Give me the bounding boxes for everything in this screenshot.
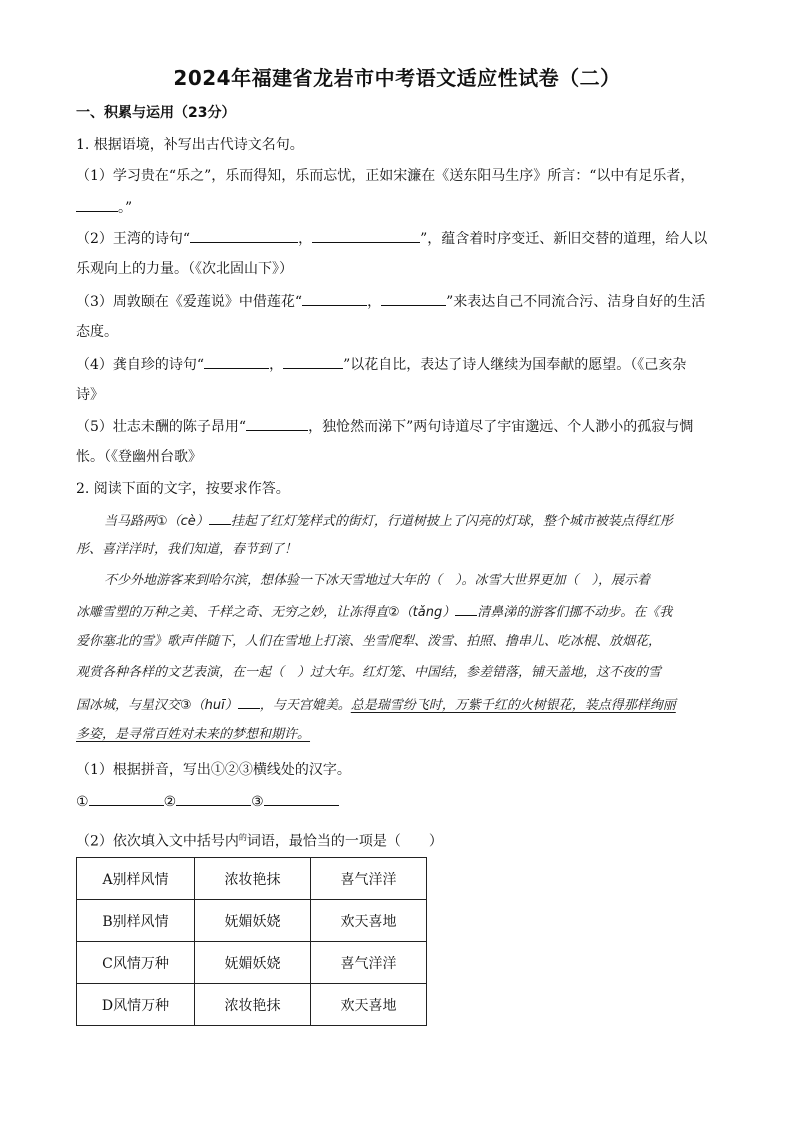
q1-item1-line2 xyxy=(76,197,132,218)
q1-item3-line1 xyxy=(76,291,705,312)
q1-item3-line2: 态度。 xyxy=(76,324,118,340)
passage-text: 冰雕雪塑的万种之美、千样之奇、无穷之妙，让冻得直②（tǎng） xyxy=(76,605,456,620)
answer-blank[interactable] xyxy=(246,416,308,431)
option-row[interactable] xyxy=(77,942,427,984)
option-cell: 欢天喜地 xyxy=(311,984,427,1026)
option-row[interactable] xyxy=(77,900,427,942)
passage-text: 国冰城，与星汉交③（huī） xyxy=(76,698,238,713)
q1-item4-line2: 诗》 xyxy=(76,387,104,403)
question-1-stem: 1. 根据语境，补写出古代诗文名句。 xyxy=(76,137,304,153)
option-row[interactable] xyxy=(77,858,427,900)
answer-blank[interactable] xyxy=(381,291,446,306)
option-cell: 欢天喜地 xyxy=(311,900,427,942)
option-cell: C风情万种 xyxy=(77,942,195,984)
q1-item5-line2: 怅。（《登幽州台歌》 xyxy=(76,449,202,465)
answer-blank[interactable] xyxy=(89,791,164,806)
passage-line: 不少外地游客来到哈尔滨，想体验一下冰天雪地过大年的（ ）。冰雪大世界更加（ ），展示着 xyxy=(104,573,651,588)
option-cell: D风情万种 xyxy=(77,984,195,1026)
q1-item4-text: ， xyxy=(269,357,284,373)
page-title: 2024年福建省龙岩市中考语文适应性试卷（二） xyxy=(173,66,621,90)
underlined-sentence: 总是瑞雪纷飞时，万紫千红的火树银花，装点得那样绚丽 xyxy=(350,698,676,713)
q2-sub1: （1）根据拼音，写出①②③横线处的汉字。 xyxy=(76,762,351,778)
answer-blank[interactable] xyxy=(238,694,260,709)
q2-sub2-text: （2）依次填入文中括号内 xyxy=(76,833,239,850)
option-row[interactable] xyxy=(77,984,427,1026)
option-cell: 妩媚妖娆 xyxy=(195,900,311,942)
answer-marker: ③ xyxy=(251,794,264,810)
answer-blank[interactable] xyxy=(76,197,118,212)
q2-sub1-answers xyxy=(76,791,339,812)
answer-marker: ② xyxy=(163,794,177,810)
answer-blank[interactable] xyxy=(204,354,269,369)
question-2-stem: 2. 阅读下面的文字，按要求作答。 xyxy=(76,481,290,497)
passage-text: 清鼻涕的游客们挪不动步。在《我 xyxy=(477,605,673,620)
option-cell: 浓妆艳抹 xyxy=(195,984,311,1026)
section-heading: 一、积累与运用（23分） xyxy=(76,105,236,121)
passage-line: 观赏各种各样的文艺表演，在一起（ ）过大年。红灯笼、中国结，参差错落，铺天盖地，这不夜的雪 xyxy=(76,665,662,680)
answer-blank[interactable] xyxy=(283,354,343,369)
answer-blank[interactable] xyxy=(264,791,339,806)
answer-blank[interactable] xyxy=(209,510,231,525)
q2-sub2-text: 词语，最恰当的一项是（ ） xyxy=(246,833,443,850)
option-cell: 喜气洋洋 xyxy=(311,858,427,900)
q1-item1-text: 。” xyxy=(118,200,133,216)
passage-line: 爱你塞北的雪》歌声伴随下，人们在雪地上打滚、坐雪爬犁、泼雪、拍照、撸串儿、吃冰棍、放烟花， xyxy=(76,634,662,649)
option-cell: 浓妆艳抹 xyxy=(195,858,311,900)
passage-text: ，与天宫媲美。 xyxy=(259,698,351,713)
underlined-sentence: 多姿，是寻常百姓对未来的梦想和期许。 xyxy=(76,727,311,742)
passage-line: 彤、喜洋洋时，我们知道，春节到了！ xyxy=(76,542,298,557)
answer-marker: ① xyxy=(76,794,89,810)
q2-sub2 xyxy=(76,828,443,852)
option-cell: A别样风情 xyxy=(77,858,195,900)
passage-line xyxy=(76,694,676,716)
answer-blank[interactable] xyxy=(312,228,420,243)
options-table xyxy=(76,857,427,1026)
q1-item4-line1 xyxy=(76,354,686,375)
q1-item3-text: （3）周敦颐在《爱莲说》中借莲花“ xyxy=(76,294,303,310)
q1-item3-text: ， xyxy=(367,294,382,310)
q1-item2-line1 xyxy=(76,228,707,249)
answer-blank[interactable] xyxy=(302,291,367,306)
passage-text: 当马路两①（cè） xyxy=(104,514,209,529)
passage-text: 挂起了红灯笼样式的街灯，行道树披上了闪亮的灯球，整个城市被装点得红彤 xyxy=(230,514,673,529)
passage-line xyxy=(104,510,673,532)
q1-item2-text: （2）王湾的诗句“ xyxy=(76,231,191,247)
q1-item5-line1 xyxy=(76,416,693,437)
option-cell: B别样风情 xyxy=(77,900,195,942)
q1-item1-line1: （1）学习贵在“乐之”，乐而得知，乐而忘忧，正如宋濂在《送东阳马生序》所言：“以中有足乐者， xyxy=(76,168,695,184)
q1-item5-text: ，独怆然而涕下”两句诗道尽了宇宙邈远、个人渺小的孤寂与惆 xyxy=(308,419,694,435)
answer-blank[interactable] xyxy=(455,601,477,616)
option-cell: 妩媚妖娆 xyxy=(195,942,311,984)
q2-sub2-mark: 的 xyxy=(238,833,247,842)
q1-item2-text: ， xyxy=(298,231,313,247)
option-cell: 喜气洋洋 xyxy=(311,942,427,984)
passage-line xyxy=(76,601,672,623)
q1-item2-line2: 乐观向上的力量。（《次北固山下》） xyxy=(76,261,293,277)
q1-item5-text: （5）壮志未酬的陈子昂用“ xyxy=(76,419,247,435)
q1-item2-text: ”，蕴含着时序变迁、新旧交替的道理，给人以 xyxy=(420,231,708,247)
answer-blank[interactable] xyxy=(176,791,251,806)
q1-item3-text: ”来表达自己不同流合污、洁身自好的生活 xyxy=(446,294,706,310)
q1-item4-text: ”以花自比，表达了诗人继续为国奉献的愿望。（《己亥杂 xyxy=(343,357,687,373)
q1-item4-text: （4）龚自珍的诗句“ xyxy=(76,357,205,373)
answer-blank[interactable] xyxy=(190,228,298,243)
